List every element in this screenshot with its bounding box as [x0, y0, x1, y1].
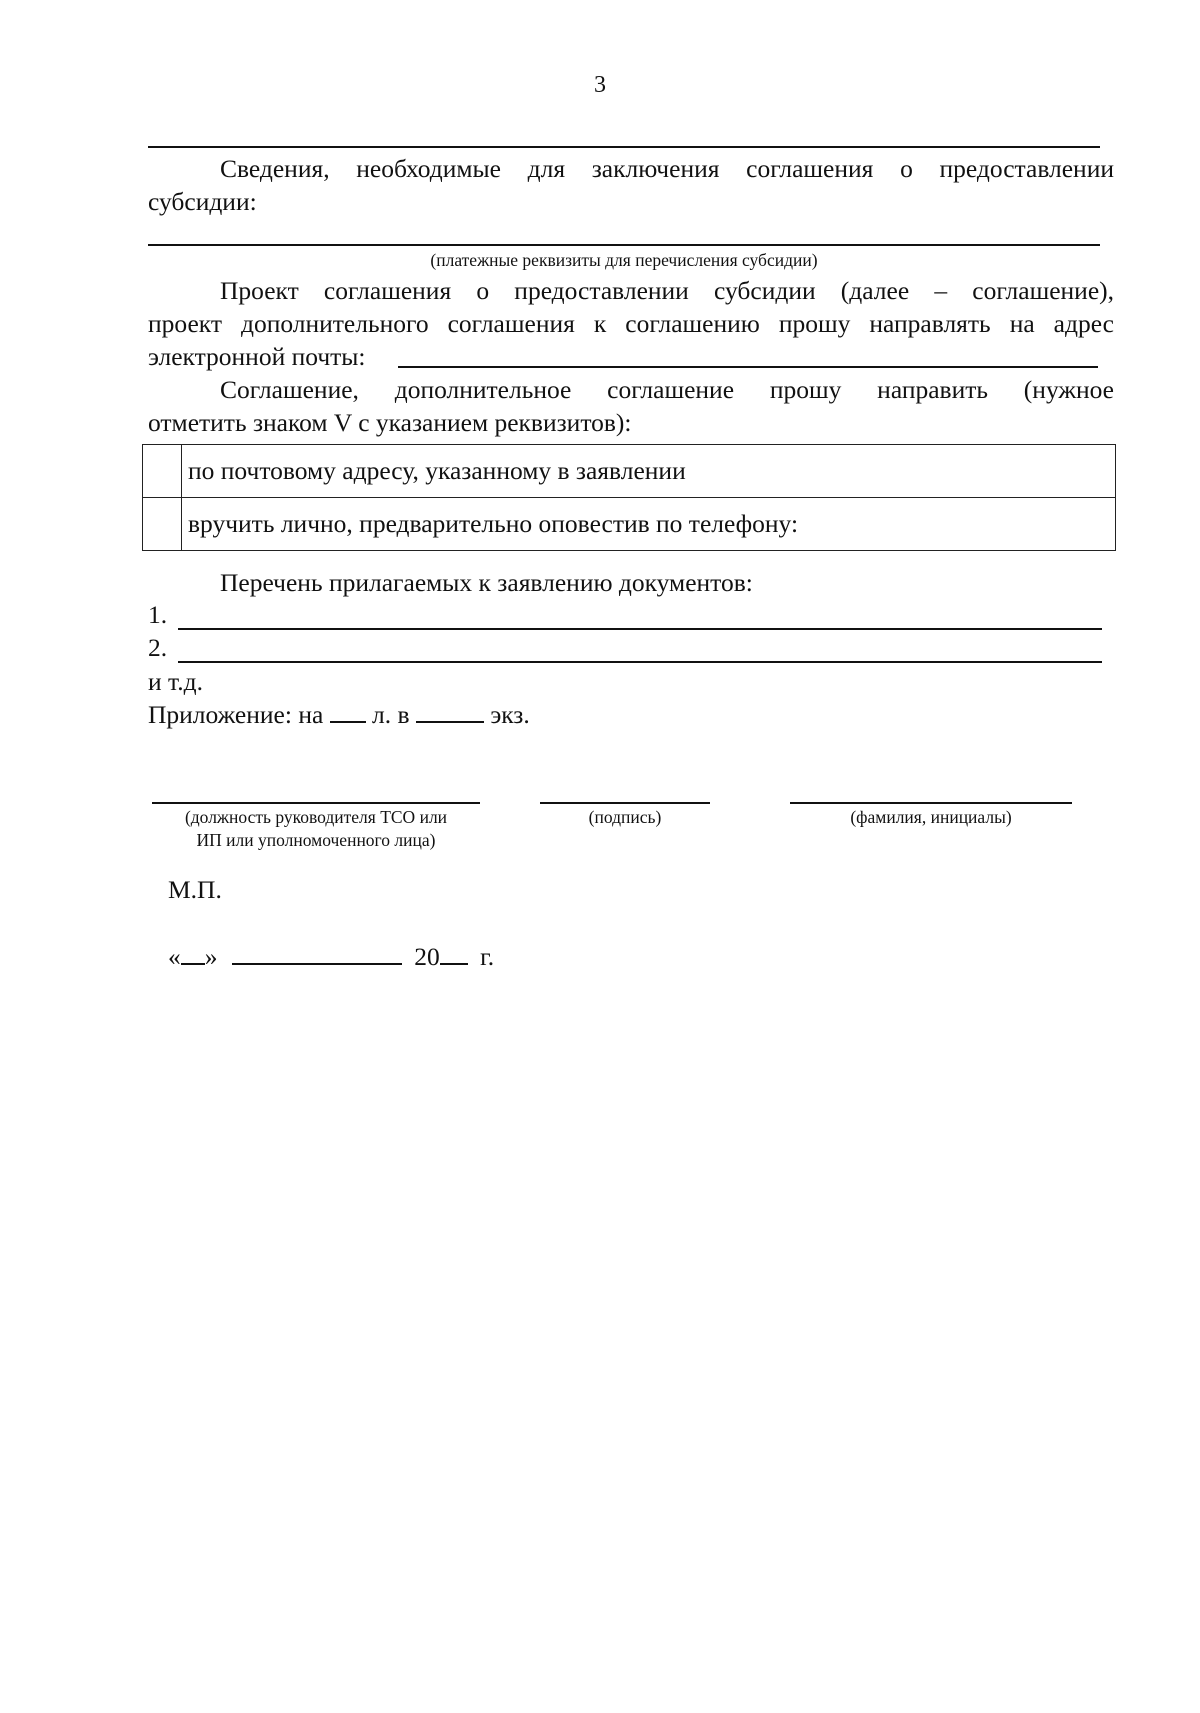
name-line[interactable] [790, 802, 1072, 804]
position-caption-line-2: ИП или уполномоченного лица) [196, 830, 436, 850]
stamp-place: М.П. [168, 875, 222, 904]
subsidy-info-line-1: Сведения, необходимые для заключения соглашения о предоставлении [220, 154, 1114, 183]
attachment-copies-field[interactable] [416, 699, 484, 723]
delivery-option-row [143, 445, 1116, 498]
date-year-prefix: 20 [414, 942, 440, 971]
delivery-option-checkbox-in-person[interactable] [143, 498, 182, 551]
date-close-quote: » [204, 942, 218, 971]
payment-details-line[interactable] [148, 244, 1100, 246]
email-paragraph-line-2: проект дополнительного соглашения к соглашению прошу направлять на адрес [148, 309, 1114, 338]
delivery-option-row [143, 498, 1116, 551]
page-number: 3 [594, 72, 606, 98]
signature-caption: (подпись) [588, 807, 662, 827]
document-item-line-1[interactable] [178, 628, 1102, 630]
document-item-number-1: 1. [148, 600, 168, 629]
signature-line[interactable] [540, 802, 710, 804]
delivery-option-checkbox-post[interactable] [143, 445, 182, 498]
attachment-suffix: экз. [490, 700, 530, 729]
top-rule [148, 146, 1100, 148]
documents-etc: и т.д. [148, 667, 203, 696]
documents-heading: Перечень прилагаемых к заявлению документов: [220, 568, 753, 597]
attachment-line [148, 698, 530, 731]
delivery-option-label: вручить лично, предварительно оповестив по телефону: [182, 498, 1116, 551]
payment-details-caption: (платежные реквизиты для перечисления субсидии) [430, 250, 818, 270]
name-caption: (фамилия, инициалы) [850, 807, 1012, 827]
attachment-prefix: Приложение: на [148, 700, 324, 729]
date-day-field[interactable] [181, 941, 205, 965]
delivery-option-label: по почтовому адресу, указанному в заявлении [182, 445, 1116, 498]
delivery-paragraph-line-2: отметить знаком V с указанием реквизитов): [148, 408, 632, 437]
email-paragraph-line-1: Проект соглашения о предоставлении субсидии (далее – соглашение), [220, 276, 1114, 305]
attachment-middle: л. в [372, 700, 410, 729]
subsidy-info-line-2: субсидии: [148, 187, 257, 216]
delivery-options-table [142, 444, 1116, 551]
date-open-quote: « [168, 942, 181, 971]
date-month-field[interactable] [232, 941, 402, 965]
delivery-paragraph-line-1: Соглашение, дополнительное соглашение прошу направить (нужное [220, 375, 1114, 404]
date-year-field[interactable] [440, 941, 468, 965]
email-field-line[interactable] [398, 366, 1098, 368]
document-item-line-2[interactable] [178, 661, 1102, 663]
position-caption-line-1: (должность руководителя ТСО или [184, 807, 448, 827]
document-item-number-2: 2. [148, 633, 168, 662]
attachment-pages-field[interactable] [330, 699, 366, 723]
position-line[interactable] [152, 802, 480, 804]
date-line [168, 940, 494, 973]
date-year-suffix: г. [480, 942, 495, 971]
email-label: электронной почты: [148, 342, 366, 371]
